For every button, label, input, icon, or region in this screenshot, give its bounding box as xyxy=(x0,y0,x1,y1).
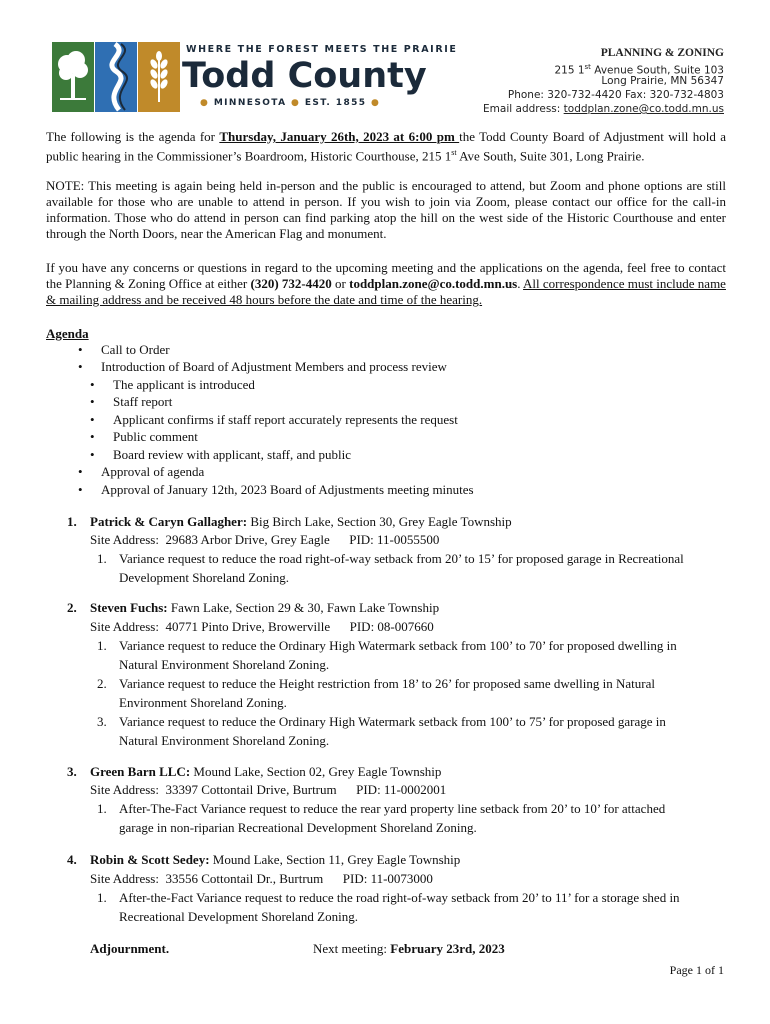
case-title: Robin & Scott Sedey: Mound Lake, Section 11, Grey Eagle Township xyxy=(90,852,461,867)
tree-icon xyxy=(52,42,94,112)
correspondence-notice: All correspondence must include name & mailing address and be received 48 hours before the date and time of the hearing. xyxy=(46,276,726,307)
request-number: 3. xyxy=(97,714,107,729)
office-email-line: Email address: toddplan.zone@co.todd.mn.us xyxy=(483,103,724,115)
request-text: After-The-Fact Variance request to reduce the rear yard property line setback from 20’ to 10’ for attached xyxy=(119,801,666,816)
office-address-line1: 215 1st Avenue South, Suite 103 xyxy=(554,63,724,77)
request-number: 2. xyxy=(97,676,107,691)
bullet-icon: • xyxy=(78,482,83,497)
office-email-link[interactable]: toddplan.zone@co.todd.mn.us xyxy=(563,103,724,115)
request-number: 1. xyxy=(97,638,107,653)
agenda-heading: Agenda xyxy=(46,326,89,341)
request-text: Natural Environment Shoreland Zoning. xyxy=(119,657,330,672)
dot-icon: ● xyxy=(200,98,210,108)
case-site: Site Address: 40771 Pinto Drive, Browerville PID: 08-007660 xyxy=(90,619,434,634)
bullet-icon: • xyxy=(78,342,83,357)
case-site: Site Address: 29683 Arbor Drive, Grey Eagle PID: 11-0055500 xyxy=(90,532,440,547)
tree-tile xyxy=(52,42,94,112)
river-icon xyxy=(95,42,137,112)
request-number: 1. xyxy=(97,801,107,816)
office-phone: Phone: 320-732-4420 Fax: 320-732-4803 xyxy=(507,89,724,101)
next-meeting: Next meeting: February 23rd, 2023 xyxy=(313,941,505,956)
request-text: Variance request to reduce the Height restriction from 18’ to 26’ for proposed same dwelling in Natural xyxy=(119,676,655,691)
contact-phone: (320) 732-4420 xyxy=(250,276,332,291)
note-paragraph: NOTE: This meeting is again being held in-person and the public is encouraged to attend, but Zoom and phone options are still available for those who are unable to attend in person. If you wish to join via Zoom, please contact our office for the call-in information. Those who do attend in person can find parking atop the hill on the west side of the Historic Courthouse and enter through the North Doors, near the American Flag and monument. xyxy=(46,178,726,241)
bullet-icon: • xyxy=(90,377,95,392)
dot-icon: ● xyxy=(370,98,381,108)
case-site: Site Address: 33556 Cottontail Dr., Burtrum PID: 11-0073000 xyxy=(90,871,433,886)
river-tile xyxy=(95,42,137,112)
bullet-icon: • xyxy=(90,429,95,444)
case-title: Steven Fuchs: Fawn Lake, Section 29 & 30, Fawn Lake Township xyxy=(90,600,440,615)
case-number: 3. xyxy=(67,764,77,779)
logo-est: EST. 1855 xyxy=(304,98,367,108)
bullet-icon: • xyxy=(90,447,95,462)
request-text: Recreational Development Shoreland Zoning. xyxy=(119,909,358,924)
wheat-tile xyxy=(138,42,180,112)
adjournment: Adjournment. xyxy=(90,941,170,956)
request-text: Variance request to reduce the Ordinary High Watermark setback from 100’ to 75’ for proposed garage in xyxy=(119,714,666,729)
page-number: Page 1 of 1 xyxy=(669,963,724,977)
request-text: Variance request to reduce the road right-of-way setback from 20’ to 15’ for proposed garage in Recreational xyxy=(119,551,684,566)
contact-paragraph: If you have any concerns or questions in regard to the upcoming meeting and the applications on the agenda, feel free to contact the Planning & Zoning Office at either (320) 732-4420 or toddplan.zone@co.todd.mn.us. All correspondence must include name & mailing address and be received 48 hours before the date and time of the hearing. xyxy=(46,260,726,307)
wheat-icon xyxy=(138,42,180,112)
case-site: Site Address: 33397 Cottontail Drive, Burtrum PID: 11-0002001 xyxy=(90,782,447,797)
logo-state: MINNESOTA xyxy=(213,98,287,108)
bullet-icon: • xyxy=(78,464,83,479)
bullet-icon: • xyxy=(78,359,83,374)
office-address-line2: Long Prairie, MN 56347 xyxy=(601,75,724,87)
case-number: 2. xyxy=(67,600,77,615)
case-number: 4. xyxy=(67,852,77,867)
request-text: Environment Shoreland Zoning. xyxy=(119,695,287,710)
request-number: 1. xyxy=(97,890,107,905)
request-text: After-the-Fact Variance request to reduce the road right-of-way setback from 20’ to 11’ for a storage shed in xyxy=(119,890,680,905)
bullet-icon: • xyxy=(90,394,95,409)
logo-name: Todd County xyxy=(182,56,427,96)
logo-tagline: WHERE THE FOREST MEETS THE PRAIRIE xyxy=(186,44,458,55)
meeting-datetime: Thursday, January 26th, 2023 at 6:00 pm xyxy=(219,129,460,144)
request-text: Variance request to reduce the Ordinary High Watermark setback from 100’ to 70’ for proposed dwelling in xyxy=(119,638,677,653)
case-number: 1. xyxy=(67,514,77,529)
request-text: Development Shoreland Zoning. xyxy=(119,570,290,585)
request-text: Natural Environment Shoreland Zoning. xyxy=(119,733,330,748)
dot-icon: ● xyxy=(291,98,301,108)
contact-email[interactable]: toddplan.zone@co.todd.mn.us xyxy=(349,276,518,291)
request-number: 1. xyxy=(97,551,107,566)
case-title: Green Barn LLC: Mound Lake, Section 02, Grey Eagle Township xyxy=(90,764,442,779)
intro-paragraph: The following is the agenda for Thursday, January 26th, 2023 at 6:00 pm the Todd County Board of Adjustment will hold a public hearing in the Commissioner’s Boardroom, Historic Courthouse, 215 1st Ave South, Suite 301, Long Prairie. xyxy=(46,129,726,164)
office-department: PLANNING & ZONING xyxy=(600,47,724,59)
request-text: garage in non-riparian Recreational Development Shoreland Zoning. xyxy=(119,820,477,835)
logo-subline xyxy=(200,98,380,108)
case-title: Patrick & Caryn Gallagher: Big Birch Lake, Section 30, Grey Eagle Township xyxy=(90,514,512,529)
bullet-icon: • xyxy=(90,412,95,427)
